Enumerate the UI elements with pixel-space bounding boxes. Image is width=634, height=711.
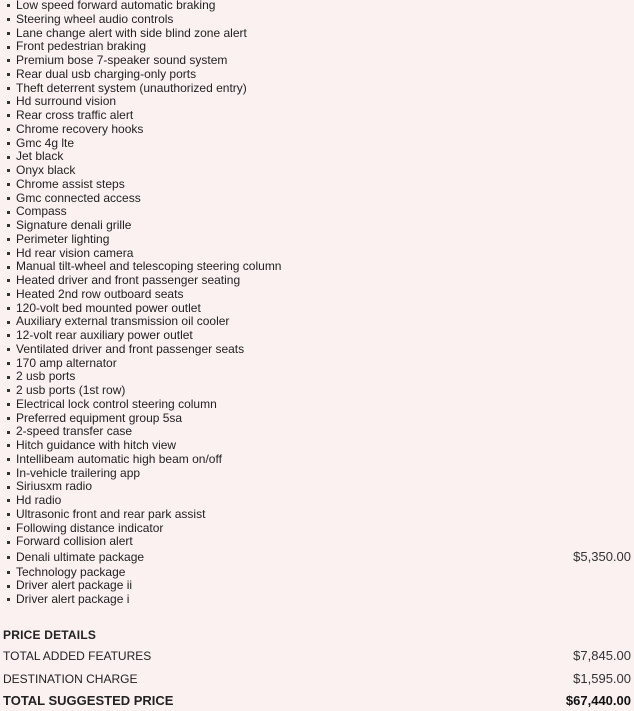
feature-label: Ventilated driver and front passenger seats [16, 341, 245, 356]
feature-left [4, 164, 75, 178]
feature-label: Premium bose 7-speaker sound system [16, 53, 228, 67]
feature-left [4, 219, 131, 233]
feature-label: Manual tilt-wheel and telescoping steering column [16, 259, 282, 274]
bullet-icon [7, 59, 10, 62]
feature-item [4, 233, 634, 247]
bullet-icon [7, 252, 10, 255]
bullet-icon [7, 389, 10, 392]
feature-label: Denali ultimate package [16, 550, 145, 564]
feature-label: Driver alert package i [16, 592, 130, 606]
feature-left [4, 549, 144, 566]
total-added-features-label: TOTAL ADDED FEATURES [3, 648, 152, 663]
bullet-icon [7, 142, 10, 145]
feature-left [4, 205, 67, 219]
feature-label: Rear dual usb charging-only ports [16, 66, 197, 81]
feature-left [4, 260, 281, 274]
bullet-icon [7, 334, 10, 337]
bullet-icon [7, 403, 10, 406]
bullet-icon [7, 46, 10, 49]
feature-item [4, 137, 634, 151]
feature-item [4, 357, 634, 371]
feature-left [4, 178, 125, 192]
bullet-icon [7, 571, 10, 574]
bullet-icon [7, 362, 10, 365]
price-details-title: PRICE DETAILS [3, 628, 97, 642]
bullet-icon [7, 169, 10, 172]
feature-left [4, 439, 176, 453]
bullet-icon [7, 556, 10, 559]
feature-item [4, 68, 634, 82]
total-suggested-price-row [3, 693, 631, 708]
feature-item [4, 54, 634, 68]
feature-label: Steering wheel audio controls [16, 11, 174, 26]
feature-item [4, 219, 634, 233]
feature-item [4, 178, 634, 192]
bullet-icon [7, 183, 10, 186]
bullet-icon [7, 18, 10, 21]
feature-item [4, 150, 634, 164]
feature-label: Technology package [16, 564, 126, 579]
feature-item [4, 205, 634, 219]
feature-item [4, 274, 634, 288]
feature-label: Hd surround vision [16, 94, 117, 109]
feature-left [4, 247, 133, 261]
feature-item [4, 412, 634, 426]
feature-left [4, 315, 229, 329]
bullet-icon [7, 486, 10, 489]
feature-label: Ultrasonic front and rear park assist [16, 506, 206, 521]
feature-item [4, 579, 634, 593]
feature-left [4, 494, 61, 508]
feature-label: Signature denali grille [16, 218, 132, 232]
feature-left [4, 343, 244, 357]
feature-left [4, 535, 133, 549]
feature-label: Hitch guidance with hitch view [16, 438, 177, 452]
bullet-icon [7, 266, 10, 269]
feature-label: Siriusxm radio [16, 479, 93, 494]
feature-item [4, 343, 634, 357]
feature-left [4, 150, 63, 164]
bullet-icon [7, 279, 10, 282]
feature-left [4, 302, 201, 316]
bullet-icon [7, 431, 10, 434]
bullet-icon [7, 156, 10, 159]
bullet-icon [7, 114, 10, 117]
feature-label: Forward collision alert [16, 534, 133, 549]
feature-item [4, 13, 634, 27]
destination-charge-row [3, 671, 631, 686]
feature-label: Preferred equipment group 5sa [16, 410, 183, 425]
feature-left [4, 137, 74, 151]
bullet-icon [7, 224, 10, 227]
feature-item [4, 522, 634, 536]
bullet-icon [7, 128, 10, 131]
feature-label: Rear cross traffic alert [16, 108, 134, 122]
feature-item [4, 453, 634, 467]
feature-label: 2-speed transfer case [16, 424, 133, 439]
feature-item [4, 398, 634, 412]
feature-label: Front pedestrian braking [16, 39, 147, 54]
feature-left [4, 453, 222, 467]
feature-left [4, 95, 116, 109]
bullet-icon [7, 321, 10, 324]
bullet-icon [7, 499, 10, 502]
feature-item [4, 40, 634, 54]
feature-left [4, 82, 247, 96]
feature-label: Hd rear vision camera [16, 245, 134, 260]
bullet-icon [7, 101, 10, 104]
feature-label: Heated driver and front passenger seating [16, 273, 241, 287]
feature-left [4, 27, 247, 41]
feature-item [4, 288, 634, 302]
feature-left [4, 370, 75, 384]
feature-label: 12-volt rear auxiliary power outlet [16, 328, 193, 342]
bullet-icon [7, 307, 10, 310]
bullet-icon [7, 585, 10, 588]
bullet-icon [7, 444, 10, 447]
feature-item [4, 494, 634, 508]
feature-item [4, 192, 634, 206]
feature-item [4, 439, 634, 453]
feature-item [4, 82, 634, 96]
feature-item [4, 0, 634, 13]
feature-label: In-vehicle trailering app [16, 465, 141, 480]
total-added-features-row [3, 648, 631, 663]
feature-left [4, 192, 141, 206]
bullet-icon [7, 598, 10, 601]
feature-left [4, 425, 132, 439]
bullet-icon [7, 458, 10, 461]
feature-label: Electrical lock control steering column [16, 396, 217, 411]
total-suggested-price-value: $67,440.00 [565, 693, 631, 708]
destination-charge-label: DESTINATION CHARGE [3, 671, 138, 686]
feature-item [4, 480, 634, 494]
feature-label: 2 usb ports [16, 369, 76, 384]
bullet-icon [7, 73, 10, 76]
feature-item [4, 95, 634, 109]
destination-charge-value: $1,595.00 [573, 671, 631, 686]
feature-left [4, 123, 143, 137]
feature-label: Intellibeam automatic high beam on/off [16, 451, 222, 466]
feature-left [4, 40, 146, 54]
bullet-icon [7, 513, 10, 516]
feature-left [4, 329, 193, 343]
feature-price: $5,350.00 [573, 549, 631, 564]
feature-item [4, 549, 634, 566]
feature-left [4, 480, 92, 494]
feature-item [4, 109, 634, 123]
feature-item [4, 370, 634, 384]
feature-label: 120-volt bed mounted power outlet [16, 300, 201, 315]
feature-label: Onyx black [16, 163, 76, 177]
bullet-icon [7, 293, 10, 296]
feature-item [4, 315, 634, 329]
feature-item [4, 164, 634, 178]
feature-left [4, 233, 109, 247]
feature-label: Gmc 4g lte [16, 135, 75, 150]
bullet-icon [7, 417, 10, 420]
feature-item [4, 535, 634, 549]
feature-item [4, 247, 634, 261]
feature-label: Heated 2nd row outboard seats [16, 286, 184, 301]
bullet-icon [7, 238, 10, 241]
feature-left [4, 579, 132, 593]
bullet-icon [7, 32, 10, 35]
feature-label: Chrome recovery hooks [16, 121, 144, 136]
feature-item [4, 302, 634, 316]
feature-label: Perimeter lighting [16, 231, 110, 246]
feature-left [4, 522, 163, 536]
feature-label: Low speed forward automatic braking [16, 0, 216, 12]
feature-left [4, 566, 125, 580]
feature-item [4, 566, 634, 580]
bullet-icon [7, 211, 10, 214]
feature-left [4, 412, 182, 426]
feature-item [4, 593, 634, 607]
feature-left [4, 288, 183, 302]
feature-left [4, 398, 217, 412]
feature-list [4, 0, 634, 607]
feature-label: Following distance indicator [16, 520, 164, 535]
feature-label: 2 usb ports (1st row) [16, 383, 126, 397]
feature-left [4, 68, 196, 82]
feature-left [4, 274, 240, 288]
feature-label: Driver alert package ii [16, 578, 133, 593]
feature-item [4, 384, 634, 398]
feature-label: Chrome assist steps [16, 176, 125, 191]
feature-left [4, 0, 215, 13]
feature-label: Auxiliary external transmission oil cooler [16, 314, 230, 329]
feature-label: Lane change alert with side blind zone alert [16, 25, 247, 40]
bullet-icon [7, 376, 10, 379]
feature-label: Jet black [16, 149, 64, 164]
total-added-features-value: $7,845.00 [573, 648, 631, 663]
feature-item [4, 467, 634, 481]
feature-label: 170 amp alternator [16, 355, 117, 370]
feature-item [4, 123, 634, 137]
bullet-icon [7, 541, 10, 544]
feature-left [4, 384, 125, 398]
bullet-icon [7, 87, 10, 90]
feature-left [4, 467, 140, 481]
bullet-icon [7, 4, 10, 7]
feature-left [4, 357, 117, 371]
feature-left [4, 13, 173, 27]
total-suggested-price-label: TOTAL SUGGESTED PRICE [3, 693, 174, 708]
feature-left [4, 508, 205, 522]
feature-item [4, 425, 634, 439]
feature-item [4, 508, 634, 522]
feature-label: Hd radio [16, 493, 62, 507]
feature-item [4, 260, 634, 274]
bullet-icon [7, 197, 10, 200]
bullet-icon [7, 472, 10, 475]
feature-label: Compass [16, 204, 67, 219]
feature-left [4, 54, 227, 68]
bullet-icon [7, 348, 10, 351]
feature-left [4, 109, 133, 123]
feature-left [4, 593, 129, 607]
bullet-icon [7, 527, 10, 530]
feature-label: Gmc connected access [16, 190, 141, 205]
feature-item [4, 329, 634, 343]
feature-item [4, 27, 634, 41]
feature-label: Theft deterrent system (unauthorized entry) [16, 80, 247, 95]
